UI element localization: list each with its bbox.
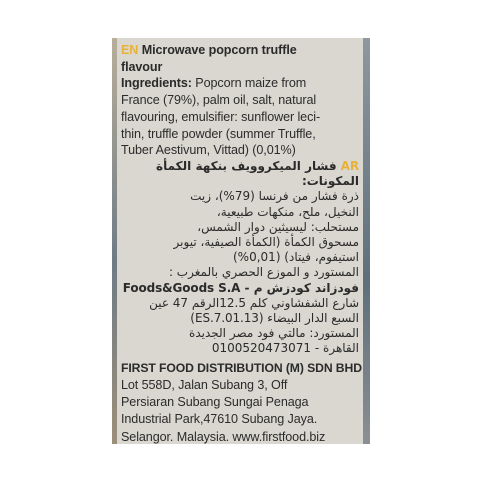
english-title-cont: flavour	[121, 59, 163, 74]
arabic-line-2: النخيل، ملح، منكهات طبيعية،	[216, 204, 359, 219]
arabic-section	[121, 159, 359, 357]
english-section	[121, 42, 359, 159]
ingredients-text-3: flavouring, emulsifier: sunflower leci-	[121, 109, 321, 124]
arabic-line-8: شارع الشفشاوني كلم 12.5الرقم 47 عين	[149, 295, 359, 310]
english-title-line	[121, 42, 359, 59]
distributor-name: FIRST FOOD DISTRIBUTION (M) SDN BHD	[121, 360, 362, 375]
ingredients-text-4: thin, truffle powder (summer Truffle,	[121, 126, 316, 141]
lang-code-ar: AR	[340, 158, 359, 173]
arabic-line-9: السبع الدار البيضاء (ES.7.01.13)	[190, 310, 359, 325]
ingredients-text-5: Tuber Aestivum, Vittad) (0,01%)	[121, 143, 296, 158]
arabic-title-line	[121, 159, 359, 174]
arabic-line-5: استيفوم، فيتاد) (0,01%)	[233, 250, 359, 265]
arabic-line-6: المستورد و الموزع الحصري بالمغرب :	[168, 265, 359, 280]
ingredients-text-1: Popcorn maize from	[195, 76, 307, 91]
distributor-address-1: Lot 558D, Jalan Subang 3, Off	[121, 377, 288, 392]
distributor-address-2: Persiaran Subang Sungai Penaga	[121, 395, 309, 410]
arabic-line-10: المستورد: مالتي فود مصر الجديدة	[189, 326, 359, 341]
label-left-edge	[112, 38, 117, 444]
lang-code-en: EN	[121, 43, 139, 57]
ingredients-text-2: France (79%), palm oil, salt, natural	[121, 93, 317, 108]
arabic-line-3: مستحلب: ليسيثين دوار الشمس،	[197, 219, 359, 234]
arabic-title: فشار الميكروويف بنكهة الكمأة	[156, 158, 337, 173]
arabic-line-7: فودزاند كودزش م - Foods&Goods S.A	[122, 280, 359, 295]
arabic-line-11: القاهرة - 0100520473071	[211, 341, 359, 356]
distributor-address-3: Industrial Park,47610 Subang Jaya.	[121, 412, 318, 427]
arabic-line-1: ذرة فشار من فرنسا (79%)، زيت	[190, 189, 359, 204]
ingredients-label: Ingredients:	[121, 76, 192, 91]
arabic-line-4: مسحوق الكمأة (الكمأة الصيفية، تيوبر	[173, 234, 359, 249]
ingredients-line	[121, 75, 359, 92]
label-right-edge	[363, 38, 370, 444]
arabic-ingredients-label: المكونات:	[301, 174, 359, 189]
english-title: Microwave popcorn truffle	[141, 43, 297, 57]
distributor-section	[121, 360, 362, 446]
distributor-address-4: Selangor. Malaysia. www.firstfood.biz	[121, 429, 326, 444]
label-content	[121, 42, 362, 446]
